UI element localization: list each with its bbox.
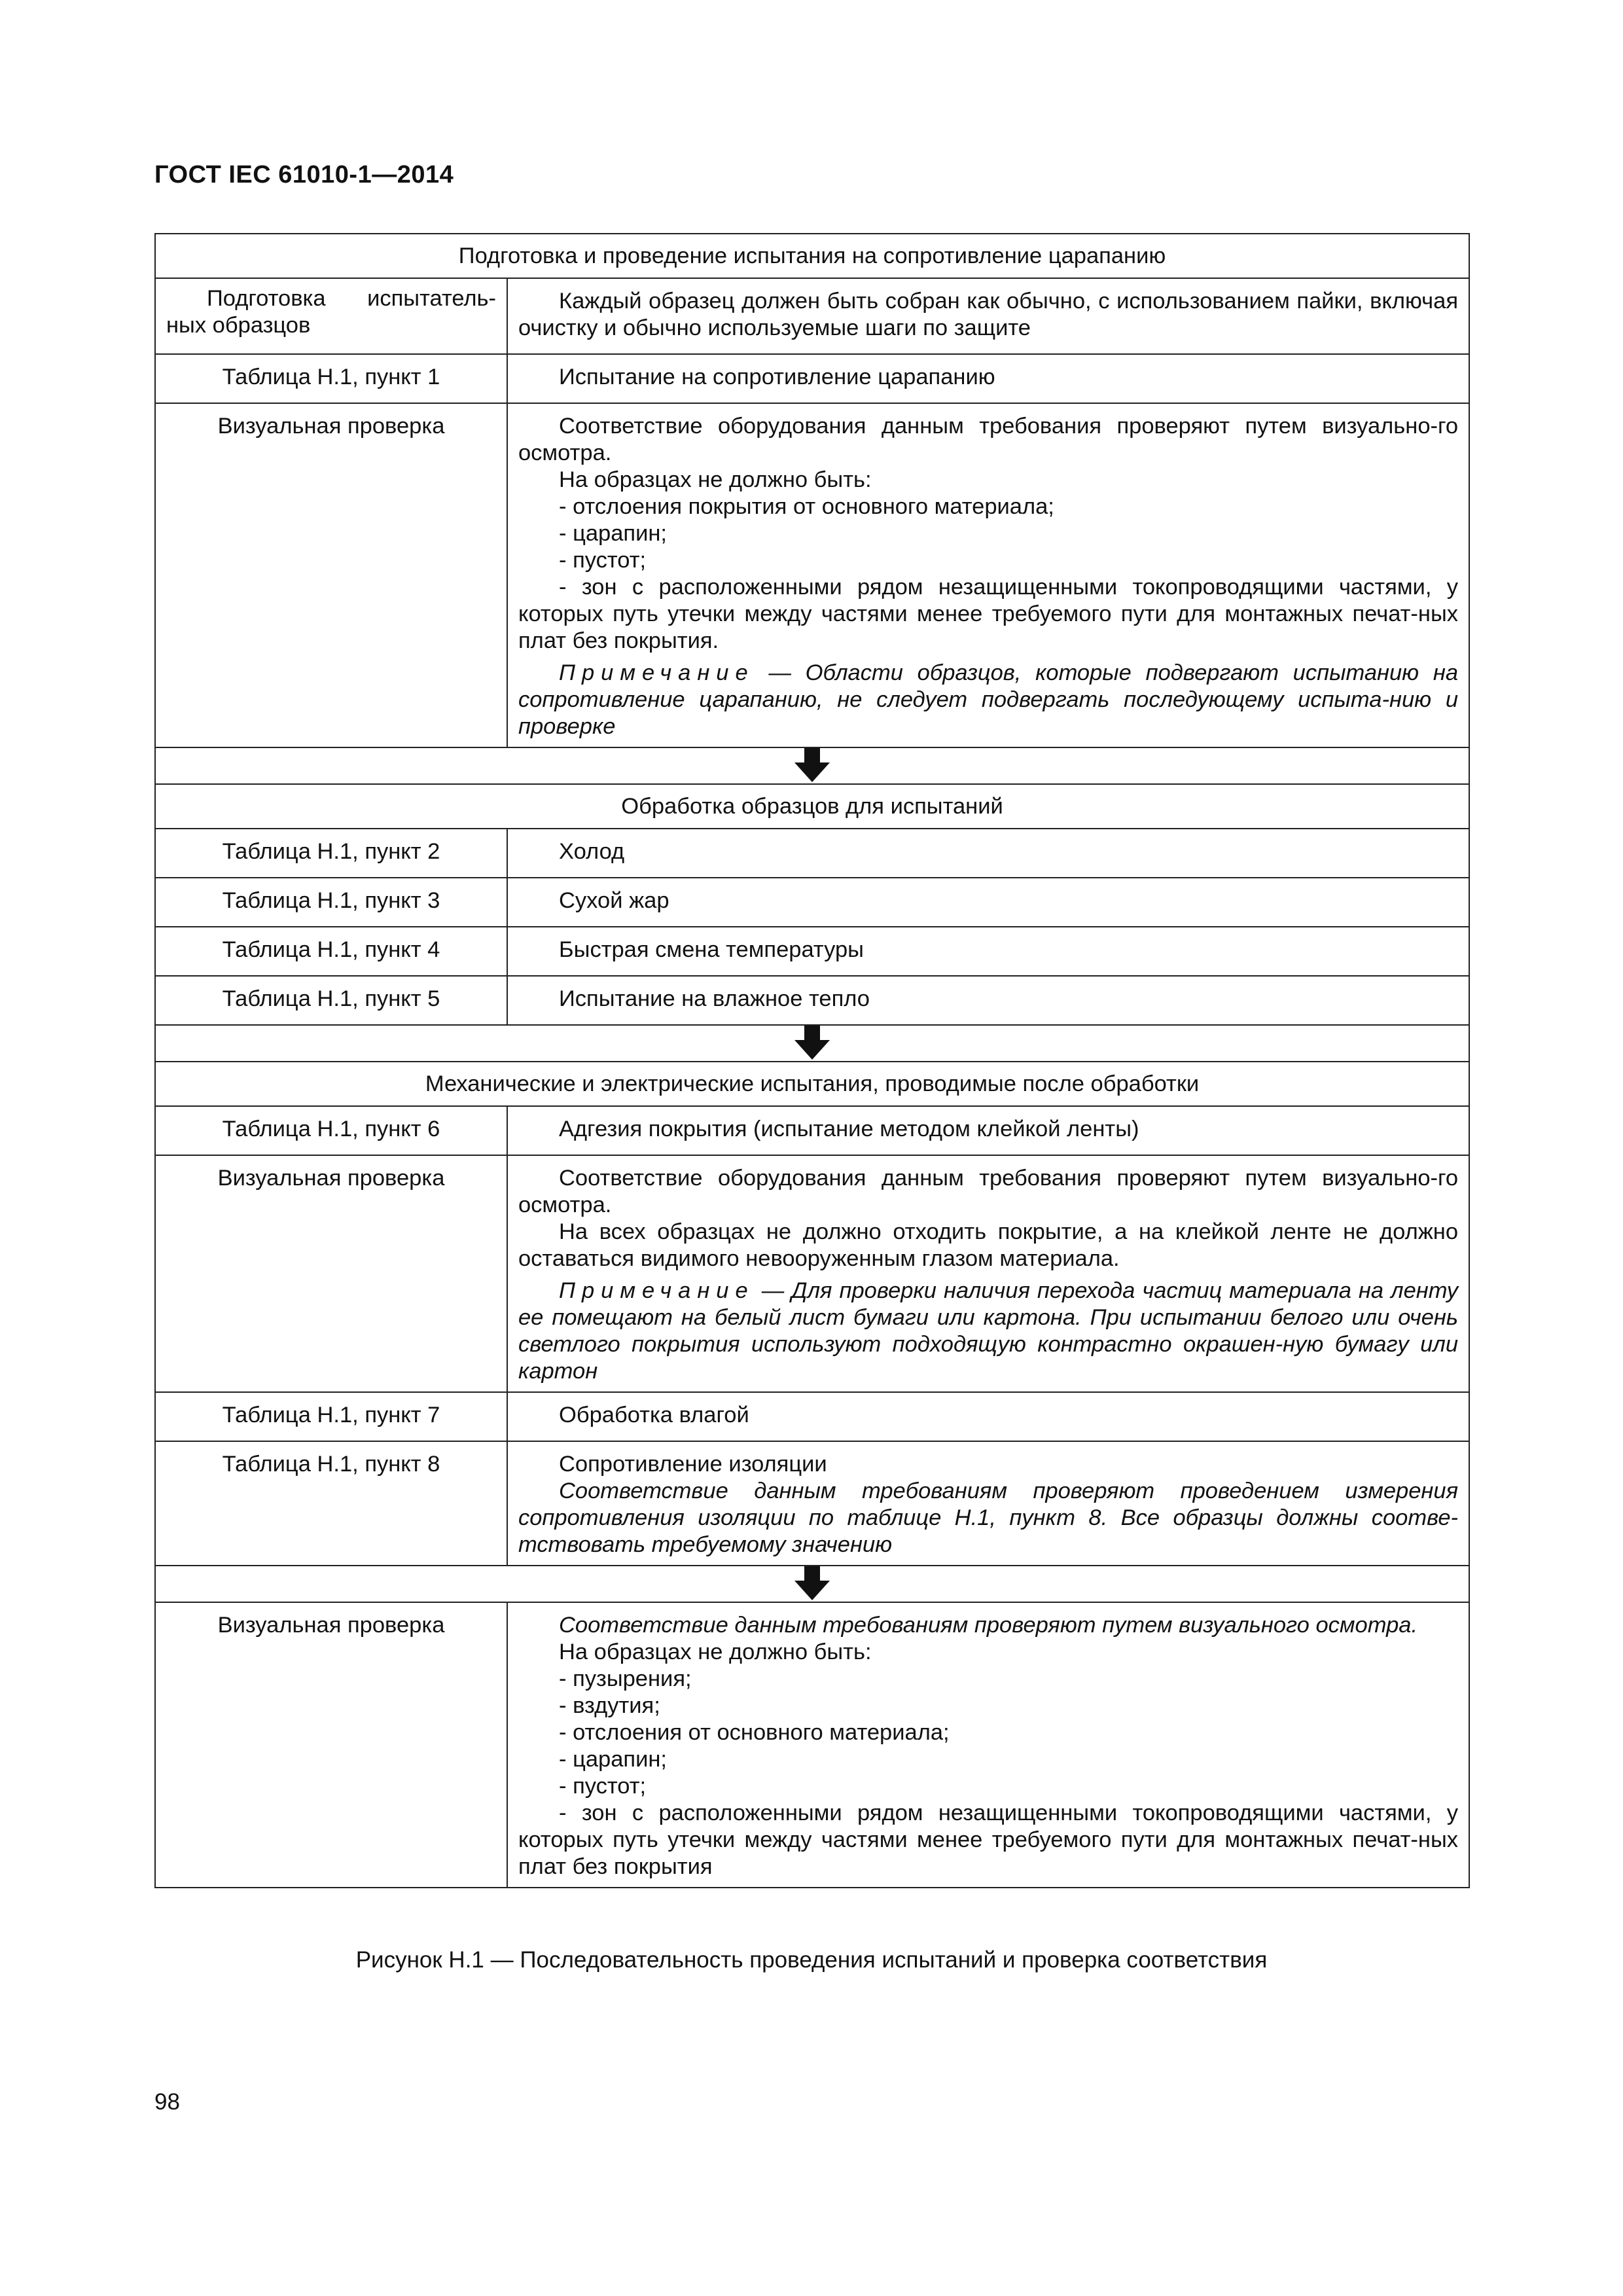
row-label: Таблица Н.1, пункт 7 [155,1392,507,1441]
row-description: Обработка влагой [559,1403,749,1427]
table-row [155,403,1469,747]
row-paragraph: На всех образцах не должно отходить покрытие, а на клейкой ленте не должно оставаться видимого невооруженным глазом материала. [518,1219,1459,1271]
row-paragraph: Сопротивление изоляции [559,1452,827,1477]
note [518,660,1458,740]
list-item: - царапин; [559,521,667,546]
row-description: Испытание на влажное тепло [559,986,870,1011]
list-item: - зон с расположенными рядом незащищенными токопроводящими частями, у которых путь утечки между частями менее требуемого пути для монтажных печат-ных плат без покрытия [518,1801,1459,1879]
row-description: Быстрая смена температуры [559,937,864,962]
row-label: Таблица Н.1, пункт 2 [155,829,507,878]
table-row [155,1441,1469,1566]
row-label: Визуальная проверка [155,1155,507,1392]
down-arrow-icon [794,1026,830,1061]
note [518,1278,1458,1385]
table-row [155,1106,1469,1155]
table-row [155,927,1469,976]
row-label: Визуальная проверка [155,403,507,747]
arrow-row [155,1566,1469,1602]
row-label: Таблица Н.1, пункт 8 [155,1441,507,1566]
document-header: ГОСТ IEC 61010-1—2014 [154,161,454,188]
note-label: Примечание [559,1278,755,1303]
note-text: — Для проверки наличия перехода частиц материала на ленту ее помещают на белый лист бумаги или картона. При испытании белого или очень светлого покрытия используют подходящую контрастно окрашен-ную бумагу или картон [518,1278,1459,1384]
row-paragraph: Соответствие данным требованиям проверяют путем визуального осмотра. [559,1613,1418,1638]
row-paragraph: На образцах не должно быть: [559,1640,872,1664]
row-description: Испытание на сопротивление царапанию [559,365,995,389]
row-description: Сухой жар [559,888,669,913]
section-title: Механические и электрические испытания, проводимые после обработки [155,1062,1469,1106]
page-number: 98 [154,2089,180,2115]
row-label: Таблица Н.1, пункт 4 [155,927,507,976]
list-item: - отслоения покрытия от основного материала; [559,494,1054,519]
section-row-mechanical [155,1062,1469,1106]
table-row [155,1155,1469,1392]
section-title: Подготовка и проведение испытания на сопротивление царапанию [155,234,1469,278]
list-item: - пузырения; [559,1666,692,1691]
list-item: - отслоения от основного материала; [559,1720,950,1745]
row-label: Подготовка испытатель-ных образцов [166,286,496,338]
row-paragraph: На образцах не должно быть: [559,467,872,492]
test-sequence-table [154,233,1470,1888]
list-item: - пустот; [559,548,647,573]
list-item: - зон с расположенными рядом незащищенными токопроводящими частями, у которых путь утечки между частями менее требуемого пути для монтажных печат-ных плат без покрытия. [518,575,1459,653]
table-row [155,878,1469,927]
down-arrow-icon [794,1566,830,1602]
note-label: Примечание [559,660,755,685]
table-row [155,278,1469,354]
section-title: Обработка образцов для испытаний [155,784,1469,829]
row-description: Адгезия покрытия (испытание методом клейкой ленты) [559,1117,1139,1141]
table-row [155,829,1469,878]
section-row-scratch [155,234,1469,278]
section-row-conditioning [155,784,1469,829]
row-label: Таблица Н.1, пункт 3 [155,878,507,927]
down-arrow-icon [794,748,830,783]
row-description: Каждый образец должен быть собран как обычно, с использованием пайки, включая очистку и обычно используемые шаги по защите [518,289,1459,340]
table-row [155,354,1469,403]
note-text: — Области образцов, которые подвергают испытанию на сопротивление царапанию, не следует подвергать последующему испыта-нию и проверке [518,660,1459,739]
list-item: - вздутия; [559,1693,660,1718]
row-label: Таблица Н.1, пункт 1 [155,354,507,403]
row-label: Визуальная проверка [155,1602,507,1888]
list-item: - царапин; [559,1747,667,1772]
table-row [155,976,1469,1025]
arrow-row [155,1025,1469,1062]
row-paragraph: Соответствие оборудования данным требования проверяют путем визуально-го осмотра. [518,1166,1459,1217]
figure-caption: Рисунок Н.1 — Последовательность проведения испытаний и проверка соответствия [355,1947,1268,1973]
row-description: Холод [559,839,625,864]
list-item: - пустот; [559,1774,647,1799]
table-row [155,1392,1469,1441]
row-paragraph: Соответствие данным требованиям проверяют проведением измерения сопротивления изоляции по таблице Н.1, пункт 8. Все образцы должны соотве-тствовать требуемому значению [518,1479,1459,1557]
row-label: Таблица Н.1, пункт 5 [155,976,507,1025]
arrow-row [155,747,1469,784]
row-paragraph: Соответствие оборудования данным требования проверяют путем визуально-го осмотра. [518,414,1459,465]
table-row [155,1602,1469,1888]
row-label: Таблица Н.1, пункт 6 [155,1106,507,1155]
